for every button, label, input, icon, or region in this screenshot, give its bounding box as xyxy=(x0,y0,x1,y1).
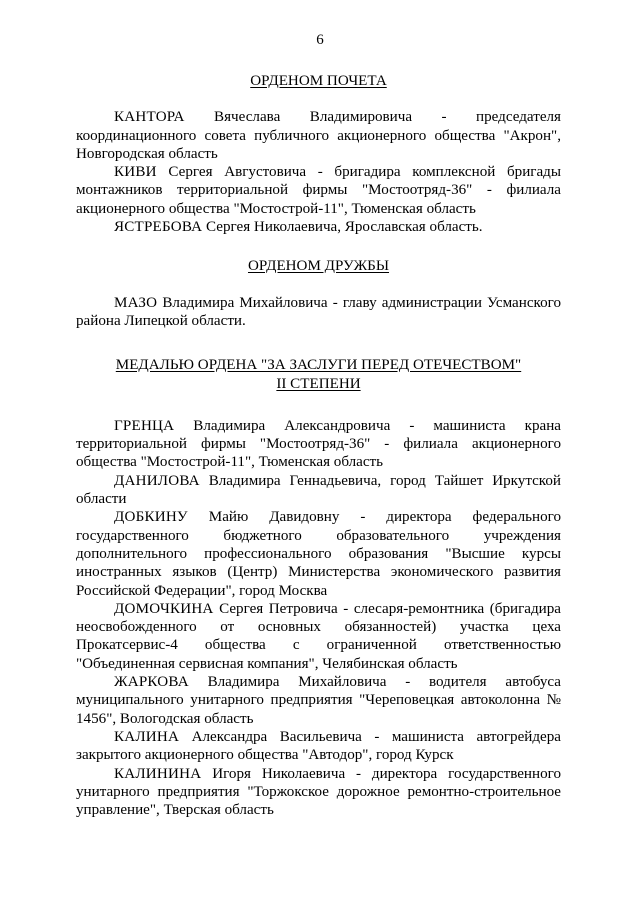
award-entry xyxy=(76,728,561,765)
award-entry xyxy=(76,472,561,509)
awardee-surname: КАЛИНА xyxy=(114,728,180,745)
section-heading xyxy=(76,72,561,90)
awardee-surname: КИВИ xyxy=(114,164,157,181)
section-medal-merit-fatherland xyxy=(76,356,561,819)
award-entry xyxy=(76,294,561,331)
awardee-surname: КАНТОРА xyxy=(114,109,185,126)
awardee-details: Владимира Александровича - машиниста крана территориальной фирмы "Мостоотряд-36" - филиала акционерного общества "Мостострой-11", Тюменская область xyxy=(76,417,561,471)
heading-line: ОРДЕНОМ ДРУЖБЫ xyxy=(247,258,390,275)
awardee-details: Игоря Николаевича - директора государственного унитарного предприятия "Торжокское дорожное ремонтно-строительное управление", Тверская область xyxy=(76,765,561,819)
awardee-surname: ЯСТРЕБОВА xyxy=(114,219,203,236)
heading-line: II СТЕПЕНИ xyxy=(276,375,361,392)
awardee-details: Владимира Михайловича - водителя автобуса муниципального унитарного предприятия "Череповецкая автоколонна № 1456", Вологодская область xyxy=(76,674,561,727)
awardee-surname: МАЗО xyxy=(114,294,158,311)
document-body xyxy=(76,72,561,819)
awardee-details: Вячеслава Владимировича - председателя координационного совета публичного акционерного общества "Акрон", Новгородская область xyxy=(76,109,561,162)
awardee-details: Сергея Николаевича, Ярославская область. xyxy=(202,219,483,236)
award-entry xyxy=(76,417,561,472)
awardee-details: Владимира Геннадьевича, город Тайшет Иркутской области xyxy=(76,472,561,508)
awardee-details: Сергея Петровича - слесаря-ремонтника (бригадира неосвобожденного от основных обязанностей) участка цеха Прокатсервис-4 общества с ограниченной ответственностью "Объединенная сервисная компания", Челябинская область xyxy=(76,600,561,672)
award-entry xyxy=(76,673,561,728)
award-entry xyxy=(76,108,561,163)
section-order-of-friendship xyxy=(76,257,561,330)
awardee-surname: ДАНИЛОВА xyxy=(114,472,200,489)
heading-line: ОРДЕНОМ ПОЧЕТА xyxy=(250,73,387,89)
award-entry xyxy=(76,163,561,218)
awardee-surname: ГРЕНЦА xyxy=(114,417,175,434)
section-order-of-honor xyxy=(76,72,561,236)
awardee-details: Александра Васильевича - машиниста автогрейдера закрытого акционерного общества "Автодор", город Курск xyxy=(76,728,561,764)
awardee-details: Майю Давидовну - директора федерального государственного бюджетного образовательного учреждения дополнительного профессионального образования "Высшие курсы иностранных языков (Центр) Министерства экономического развития Российской Федерации", город Москва xyxy=(76,509,561,599)
award-entry xyxy=(76,600,561,673)
award-entry xyxy=(76,508,561,599)
awardee-details: Владимира Михайловича - главу администрации Усманского района Липецкой области. xyxy=(76,294,561,329)
awardee-surname: КАЛИНИНА xyxy=(114,765,202,782)
section-heading xyxy=(76,356,561,393)
awardee-surname: ДОБКИНУ xyxy=(114,509,188,526)
awardee-details: Сергея Августовича - бригадира комплексной бригады монтажников территориальной фирмы "Мостоотряд-36" - филиала акционерного общества "Мостострой-11", Тюменская область xyxy=(76,164,561,217)
award-entry xyxy=(76,218,561,236)
award-entry xyxy=(76,765,561,820)
page-number: 6 xyxy=(316,32,324,48)
section-heading xyxy=(76,257,561,275)
awardee-surname: ДОМОЧКИНА xyxy=(114,600,214,617)
awardee-surname: ЖАРКОВА xyxy=(114,674,189,691)
heading-line: МЕДАЛЬЮ ОРДЕНА "ЗА ЗАСЛУГИ ПЕРЕД ОТЕЧЕСТВОМ" xyxy=(115,357,522,374)
